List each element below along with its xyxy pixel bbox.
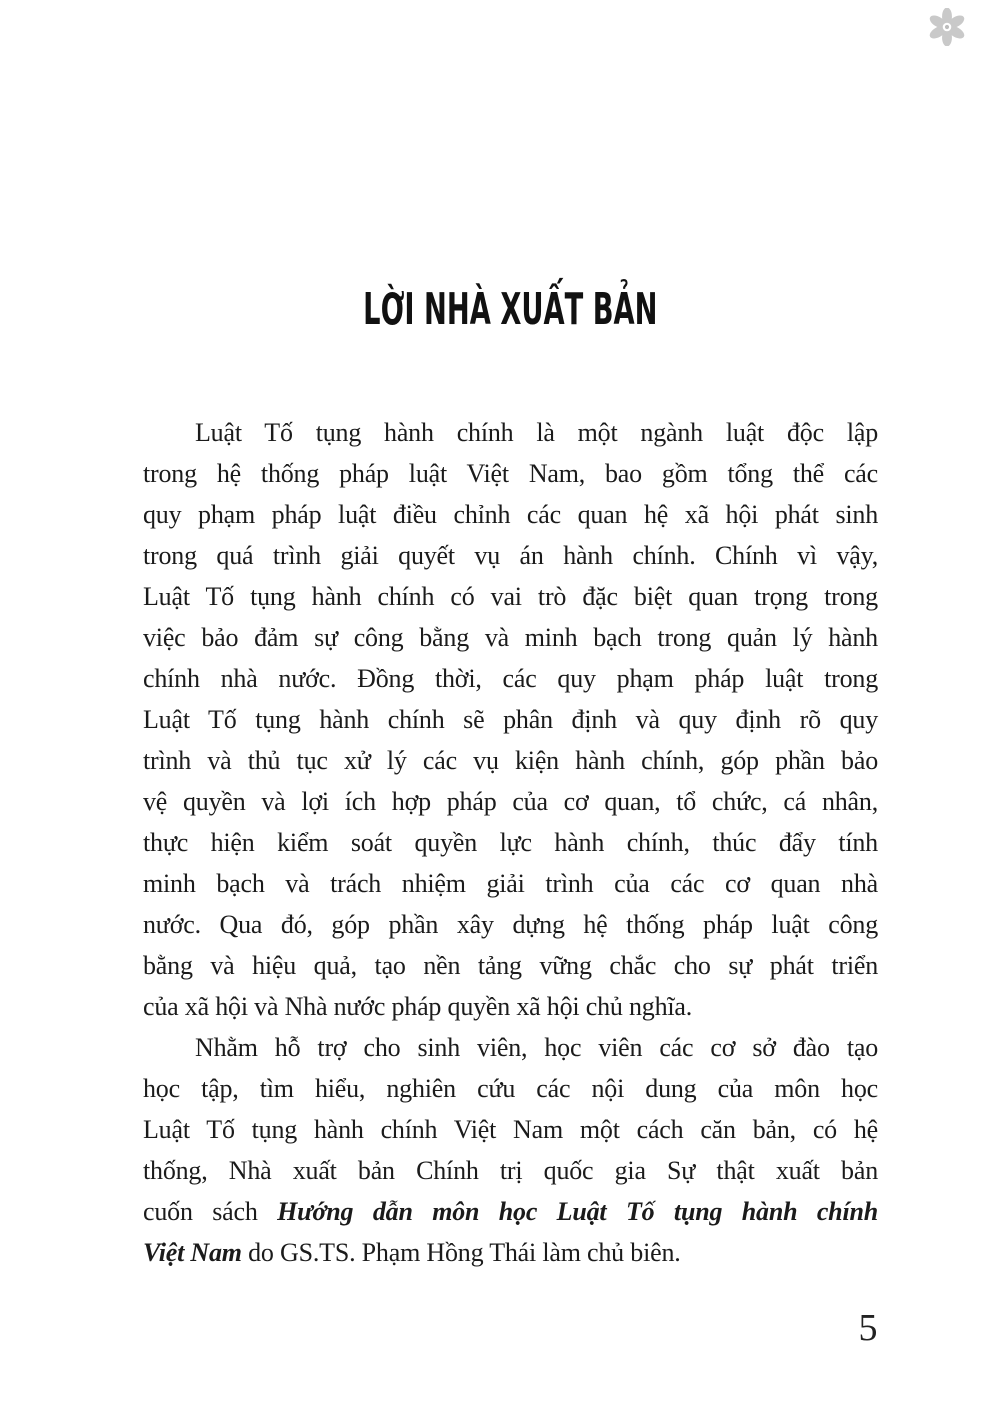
text-segment: Luật Tố tụng hành chính là một ngành luật độc lập — [195, 418, 878, 447]
page-title — [143, 286, 878, 334]
text-line — [143, 822, 878, 863]
text-segment: thực hiện kiểm soát quyền lực hành chính, thúc đẩy tính — [143, 828, 878, 857]
text-line — [143, 658, 878, 699]
text-line — [143, 781, 878, 822]
text-line — [143, 617, 878, 658]
page-number: 5 — [858, 1307, 878, 1349]
text-segment: chính nhà nước. Đồng thời, các quy phạm pháp luật trong — [143, 664, 878, 693]
body-text — [143, 412, 878, 1273]
paragraph-2 — [143, 1027, 878, 1273]
text-segment: Luật Tố tụng hành chính Việt Nam một cách căn bản, có hệ — [143, 1115, 878, 1144]
flower-ornament-icon — [928, 8, 966, 46]
text-line — [143, 412, 878, 453]
text-segment: minh bạch và trách nhiệm giải trình của các cơ quan nhà — [143, 869, 878, 898]
text-segment: bằng và hiệu quả, tạo nền tảng vững chắc cho sự phát triển — [143, 951, 878, 980]
text-segment: học tập, tìm hiểu, nghiên cứu các nội dung của môn học — [143, 1074, 878, 1103]
text-line — [143, 576, 878, 617]
text-line — [143, 1232, 878, 1273]
text-segment: Nhằm hỗ trợ cho sinh viên, học viên các cơ sở đào tạo — [195, 1033, 878, 1062]
text-line — [143, 1191, 878, 1232]
text-segment: của xã hội và Nhà nước pháp quyền xã hội chủ nghĩa. — [143, 992, 693, 1021]
text-line — [143, 1068, 878, 1109]
book-title-emphasis: Việt Nam — [143, 1238, 242, 1267]
text-segment: trình và thủ tục xử lý các vụ kiện hành chính, góp phần bảo — [143, 746, 878, 775]
text-line — [143, 986, 878, 1027]
text-line — [143, 494, 878, 535]
text-line — [143, 945, 878, 986]
page-title-text: LỜI NHÀ XUẤT BẢN — [363, 284, 658, 335]
text-segment: việc bảo đảm sự công bằng và minh bạch trong quản lý hành — [143, 623, 878, 652]
text-segment: nước. Qua đó, góp phần xây dựng hệ thống pháp luật công — [143, 910, 878, 939]
text-line — [143, 453, 878, 494]
text-line — [143, 904, 878, 945]
text-segment: Luật Tố tụng hành chính sẽ phân định và quy định rõ quy — [143, 705, 878, 734]
text-segment: thống, Nhà xuất bản Chính trị quốc gia Sự thật xuất bản — [143, 1156, 878, 1185]
text-line — [143, 1109, 878, 1150]
text-line — [143, 699, 878, 740]
text-line — [143, 535, 878, 576]
text-segment: quy phạm pháp luật điều chỉnh các quan hệ xã hội phát sinh — [143, 500, 878, 529]
paragraph-1 — [143, 412, 878, 1027]
text-segment: Luật Tố tụng hành chính có vai trò đặc biệt quan trọng trong — [143, 582, 878, 611]
text-segment: cuốn sách — [143, 1197, 278, 1226]
text-line — [143, 740, 878, 781]
text-line — [143, 863, 878, 904]
text-segment: do GS.TS. Phạm Hồng Thái làm chủ biên. — [241, 1238, 681, 1267]
book-title-emphasis: Hướng dẫn môn học Luật Tố tụng hành chính — [277, 1197, 878, 1226]
text-segment: trong hệ thống pháp luật Việt Nam, bao gồm tổng thể các — [143, 459, 878, 488]
text-segment: vệ quyền và lợi ích hợp pháp của cơ quan, tổ chức, cá nhân, — [143, 787, 878, 816]
text-segment: trong quá trình giải quyết vụ án hành chính. Chính vì vậy, — [143, 541, 878, 570]
text-line — [143, 1027, 878, 1068]
text-line — [143, 1150, 878, 1191]
